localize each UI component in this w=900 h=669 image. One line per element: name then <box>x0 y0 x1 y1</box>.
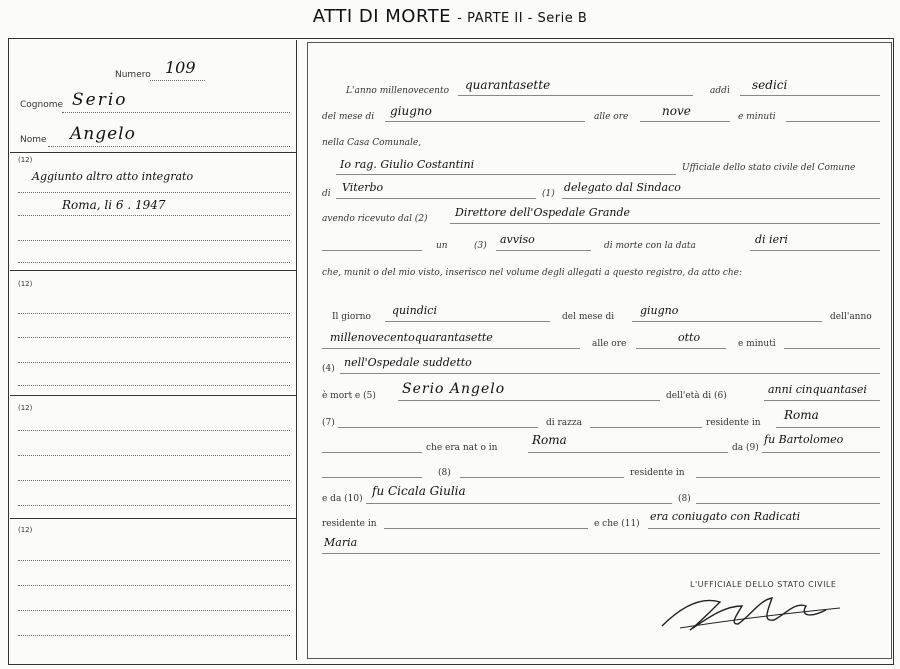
solid-line <box>764 400 880 401</box>
body-l9-day: quindici <box>392 304 437 317</box>
cognome-line <box>62 112 290 113</box>
dotted-line <box>18 215 290 216</box>
body-l12-a: è mort e (5) <box>322 391 376 401</box>
dotted-line <box>18 560 290 561</box>
dotted-line <box>18 455 290 456</box>
body-l2-b: alle ore <box>594 112 629 122</box>
body-l16-mother: fu Cicala Giulia <box>372 484 466 498</box>
solid-line <box>460 477 624 478</box>
dotted-line <box>18 240 290 241</box>
numero-label: Numero <box>115 70 151 80</box>
solid-line <box>450 223 880 224</box>
solid-line <box>322 250 422 251</box>
solid-line <box>385 121 585 122</box>
dotted-line <box>18 362 290 363</box>
solid-line <box>398 400 660 401</box>
body-l10-year: millenovecentoquarantasette <box>330 331 493 344</box>
body-l16-b: (8) <box>678 494 691 504</box>
officer-label: L'UFFICIALE DELLO STATO CIVILE <box>690 580 837 589</box>
body-l17-a: residente in <box>322 519 377 529</box>
solid-line <box>696 503 880 504</box>
solid-line <box>336 174 676 175</box>
left-divider-4 <box>10 518 296 519</box>
left-divider-1 <box>10 152 296 153</box>
solid-line <box>632 321 822 322</box>
solid-line <box>786 121 880 122</box>
dotted-line <box>18 313 290 314</box>
body-l9-c: dell'anno <box>830 312 872 322</box>
solid-line <box>696 477 880 478</box>
body-l1-b: addì <box>710 86 730 96</box>
body-l5-b: (1) <box>542 189 555 199</box>
cognome-value: Serio <box>72 90 128 110</box>
solid-line <box>322 348 580 349</box>
body-l13-c: residente in <box>706 418 761 428</box>
body-l9-a: Il giorno <box>332 312 371 322</box>
body-l7-c: di morte con la data <box>604 241 696 251</box>
dotted-line <box>18 430 290 431</box>
body-l7-a: un <box>436 241 448 251</box>
right-column <box>307 42 892 659</box>
body-l7-b: (3) <box>474 241 487 251</box>
annotation-line-2: Roma, li 6 . 1947 <box>62 198 166 212</box>
body-l2-hour: nove <box>662 104 691 118</box>
numero-value: 109 <box>165 58 196 77</box>
body-l9-b: del mese di <box>562 312 615 322</box>
dotted-line <box>18 480 290 481</box>
dotted-line <box>18 192 290 193</box>
solid-line <box>762 452 880 453</box>
body-l6-val: Direttore dell'Ospedale Grande <box>455 206 631 219</box>
left-divider-2 <box>10 270 296 271</box>
body-l16-a: e da (10) <box>322 494 363 504</box>
nome-label: Nome <box>20 135 47 145</box>
body-l2-month: giugno <box>390 104 432 118</box>
solid-line <box>340 373 880 374</box>
solid-line <box>750 250 880 251</box>
numero-line <box>150 80 205 81</box>
body-l4-b: Ufficiale dello stato civile del Comune <box>682 163 856 173</box>
body-l9-month: giugno <box>640 304 679 317</box>
title-text: ATTI DI MORTE <box>312 6 452 27</box>
body-l13-a: (7) <box>322 418 335 428</box>
body-l12-age: anni cinquantasei <box>768 383 867 396</box>
solid-line <box>590 427 702 428</box>
form-title <box>0 6 900 27</box>
body-l17-b: e che (11) <box>594 519 640 529</box>
body-l1-year: quarantasette <box>465 78 551 92</box>
body-l12-name: Serio Angelo <box>402 381 506 397</box>
nome-line <box>48 146 290 147</box>
solid-line <box>338 427 538 428</box>
body-l18-val: Maria <box>324 536 358 549</box>
body-l14-b: da (9) <box>732 443 759 453</box>
body-l11-place: nell'Ospedale suddetto <box>344 356 472 369</box>
dotted-line <box>18 585 290 586</box>
body-l13-b: di razza <box>546 418 583 428</box>
solid-line <box>385 321 550 322</box>
section-4-tag: (12) <box>18 526 33 534</box>
section-3-tag: (12) <box>18 404 33 412</box>
body-l13-res: Roma <box>784 408 819 422</box>
section-1-tag: (12) <box>18 156 33 164</box>
solid-line <box>458 95 693 96</box>
dotted-line <box>18 385 290 386</box>
solid-line <box>648 528 880 529</box>
solid-line <box>322 553 880 554</box>
solid-line <box>496 250 591 251</box>
solid-line <box>740 95 880 96</box>
solid-line <box>528 452 728 453</box>
body-l11-a: (4) <box>322 364 335 374</box>
solid-line <box>784 348 880 349</box>
dotted-line <box>18 337 290 338</box>
body-l10-a: alle ore <box>592 339 627 349</box>
body-l4-name: Io rag. Giulio Costantini <box>340 158 475 171</box>
body-l14-born: Roma <box>532 433 567 447</box>
body-l8: che, munit o del mio visto, inserisco nel volume degli allegati a questo registro, da atto che: <box>322 268 743 278</box>
left-column <box>10 40 297 660</box>
dotted-line <box>18 505 290 506</box>
signature-mark <box>650 588 850 638</box>
body-l3: nella Casa Comunale, <box>322 138 422 148</box>
body-l5-a: di <box>322 189 331 199</box>
body-l10-b: e minuti <box>738 339 776 349</box>
annotation-line-1: Aggiunto altro atto integrato <box>32 170 194 183</box>
body-l7-date: di ieri <box>755 233 788 246</box>
body-l17-val: era coniugato con Radicati <box>650 510 801 523</box>
body-l2-a: del mese di <box>322 112 375 122</box>
title-part: - PARTE II - Serie B <box>457 11 588 26</box>
body-l7-val: avviso <box>500 233 535 246</box>
dotted-line <box>18 610 290 611</box>
body-l14-father: fu Bartolomeo <box>764 433 844 446</box>
body-l15-a: (8) <box>438 468 451 478</box>
body-l1-day: sedici <box>752 78 788 92</box>
dotted-line <box>18 262 290 263</box>
solid-line <box>336 198 536 199</box>
section-2-tag: (12) <box>18 280 33 288</box>
solid-line <box>384 528 588 529</box>
body-l2-c: e minuti <box>738 112 776 122</box>
body-l5-city: Viterbo <box>342 181 384 194</box>
body-l15-b: residente in <box>630 468 685 478</box>
solid-line <box>322 477 422 478</box>
body-l6-a: avendo ricevuto dal (2) <box>322 214 428 224</box>
cognome-label: Cognome <box>20 100 64 110</box>
dotted-line <box>18 635 290 636</box>
body-l10-hour: otto <box>678 331 701 344</box>
solid-line <box>636 348 726 349</box>
solid-line <box>366 503 672 504</box>
body-l14-a: che era nat o in <box>426 443 498 453</box>
nome-value: Angelo <box>70 124 136 144</box>
solid-line <box>562 198 880 199</box>
solid-line <box>776 427 880 428</box>
left-divider-3 <box>10 395 296 396</box>
body-l5-val: delegato dal Sindaco <box>564 181 681 194</box>
body-l12-b: dell'età di (6) <box>666 391 727 401</box>
body-l1-a: L'anno millenovecento <box>346 86 450 96</box>
solid-line <box>640 121 730 122</box>
solid-line <box>322 452 422 453</box>
